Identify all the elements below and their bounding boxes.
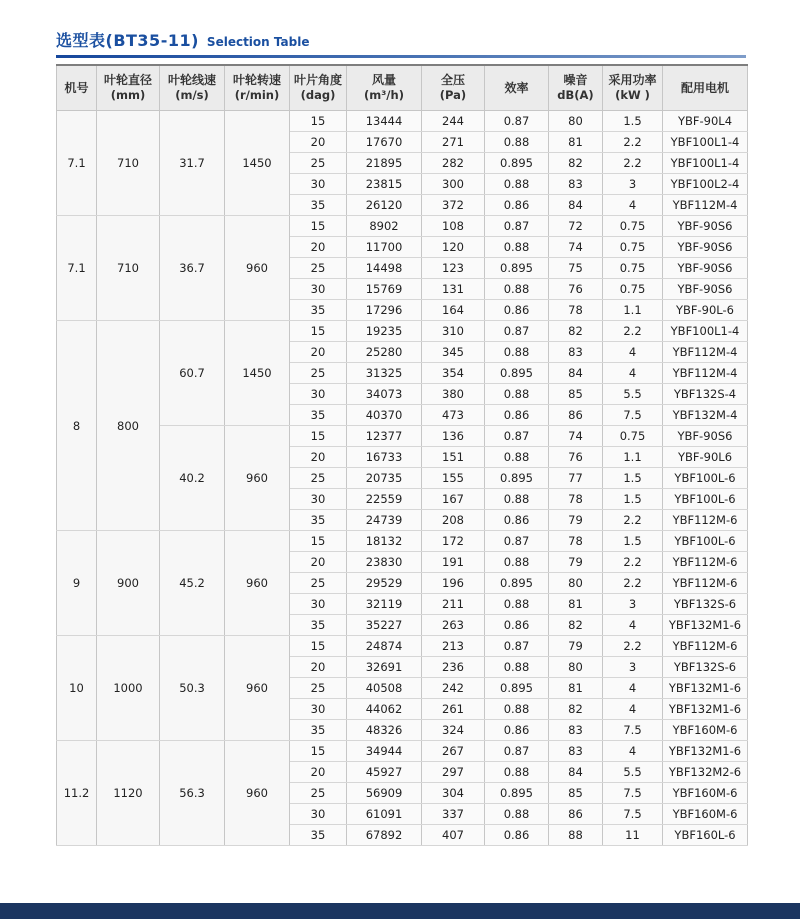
blade-angle-cell: 20: [290, 552, 347, 573]
impeller-diameter-cell: 800: [97, 321, 160, 531]
power-cell: 2.2: [603, 321, 663, 342]
blade-angle-cell: 15: [290, 531, 347, 552]
pressure-cell: 261: [422, 699, 485, 720]
page-title: 选型表(BT35-11): [56, 31, 199, 50]
noise-cell: 85: [549, 783, 603, 804]
motor-cell: YBF112M-6: [663, 636, 748, 657]
pressure-cell: 372: [422, 195, 485, 216]
blade-angle-cell: 35: [290, 720, 347, 741]
air-volume-cell: 67892: [347, 825, 422, 846]
air-volume-cell: 21895: [347, 153, 422, 174]
table-row: [57, 111, 748, 132]
efficiency-cell: 0.86: [485, 615, 549, 636]
blade-angle-cell: 30: [290, 804, 347, 825]
blade-angle-cell: 15: [290, 741, 347, 762]
motor-cell: YBF100L2-4: [663, 174, 748, 195]
air-volume-cell: 24874: [347, 636, 422, 657]
efficiency-cell: 0.88: [485, 804, 549, 825]
efficiency-cell: 0.88: [485, 384, 549, 405]
column-header: 叶片角度 (dag): [290, 65, 347, 111]
motor-cell: YBF-90L-6: [663, 300, 748, 321]
impeller-diameter-cell: 1120: [97, 741, 160, 846]
noise-cell: 84: [549, 762, 603, 783]
air-volume-cell: 40508: [347, 678, 422, 699]
motor-cell: YBF132M1-6: [663, 741, 748, 762]
pressure-cell: 108: [422, 216, 485, 237]
blade-angle-cell: 15: [290, 216, 347, 237]
blade-angle-cell: 20: [290, 132, 347, 153]
blade-angle-cell: 25: [290, 783, 347, 804]
efficiency-cell: 0.87: [485, 321, 549, 342]
power-cell: 0.75: [603, 258, 663, 279]
noise-cell: 78: [549, 531, 603, 552]
air-volume-cell: 44062: [347, 699, 422, 720]
efficiency-cell: 0.87: [485, 741, 549, 762]
motor-cell: YBF100L-6: [663, 468, 748, 489]
air-volume-cell: 13444: [347, 111, 422, 132]
air-volume-cell: 23830: [347, 552, 422, 573]
motor-cell: YBF132S-4: [663, 384, 748, 405]
noise-cell: 78: [549, 300, 603, 321]
blade-angle-cell: 15: [290, 636, 347, 657]
blade-angle-cell: 20: [290, 237, 347, 258]
table-row: [57, 216, 748, 237]
noise-cell: 72: [549, 216, 603, 237]
power-cell: 4: [603, 699, 663, 720]
pressure-cell: 236: [422, 657, 485, 678]
pressure-cell: 211: [422, 594, 485, 615]
efficiency-cell: 0.895: [485, 153, 549, 174]
noise-cell: 74: [549, 426, 603, 447]
pressure-cell: 271: [422, 132, 485, 153]
blade-angle-cell: 15: [290, 426, 347, 447]
noise-cell: 81: [549, 678, 603, 699]
power-cell: 11: [603, 825, 663, 846]
column-header: 效率: [485, 65, 549, 111]
column-header: 采用功率 (kW ): [603, 65, 663, 111]
noise-cell: 79: [549, 552, 603, 573]
selection-table-wrap: [56, 64, 748, 846]
blade-angle-cell: 30: [290, 279, 347, 300]
table-row: [57, 636, 748, 657]
noise-cell: 84: [549, 363, 603, 384]
noise-cell: 76: [549, 279, 603, 300]
efficiency-cell: 0.895: [485, 573, 549, 594]
efficiency-cell: 0.88: [485, 552, 549, 573]
column-header: 叶轮转速 (r/min): [225, 65, 290, 111]
motor-cell: YBF-90L4: [663, 111, 748, 132]
line-speed-cell: 60.7: [160, 321, 225, 426]
power-cell: 2.2: [603, 132, 663, 153]
noise-cell: 75: [549, 258, 603, 279]
blade-angle-cell: 30: [290, 384, 347, 405]
table-row: [57, 426, 748, 447]
air-volume-cell: 22559: [347, 489, 422, 510]
efficiency-cell: 0.895: [485, 363, 549, 384]
blade-angle-cell: 30: [290, 699, 347, 720]
noise-cell: 81: [549, 132, 603, 153]
air-volume-cell: 20735: [347, 468, 422, 489]
power-cell: 0.75: [603, 216, 663, 237]
air-volume-cell: 29529: [347, 573, 422, 594]
air-volume-cell: 40370: [347, 405, 422, 426]
air-volume-cell: 17296: [347, 300, 422, 321]
power-cell: 7.5: [603, 405, 663, 426]
pressure-cell: 354: [422, 363, 485, 384]
power-cell: 1.5: [603, 531, 663, 552]
pressure-cell: 267: [422, 741, 485, 762]
power-cell: 0.75: [603, 426, 663, 447]
noise-cell: 82: [549, 321, 603, 342]
line-speed-cell: 40.2: [160, 426, 225, 531]
column-header: 全压 (Pa): [422, 65, 485, 111]
air-volume-cell: 25280: [347, 342, 422, 363]
blade-angle-cell: 25: [290, 573, 347, 594]
air-volume-cell: 14498: [347, 258, 422, 279]
air-volume-cell: 19235: [347, 321, 422, 342]
pressure-cell: 123: [422, 258, 485, 279]
pressure-cell: 304: [422, 783, 485, 804]
table-header-row: [57, 65, 748, 111]
pressure-cell: 282: [422, 153, 485, 174]
power-cell: 4: [603, 741, 663, 762]
blade-angle-cell: 35: [290, 195, 347, 216]
blade-angle-cell: 35: [290, 300, 347, 321]
motor-cell: YBF112M-4: [663, 195, 748, 216]
power-cell: 4: [603, 363, 663, 384]
rotation-speed-cell: 960: [225, 636, 290, 741]
rotation-speed-cell: 960: [225, 741, 290, 846]
table-body: [57, 111, 748, 846]
power-cell: 1.5: [603, 111, 663, 132]
air-volume-cell: 61091: [347, 804, 422, 825]
efficiency-cell: 0.86: [485, 195, 549, 216]
noise-cell: 77: [549, 468, 603, 489]
column-header: 风量 (m³/h): [347, 65, 422, 111]
power-cell: 3: [603, 657, 663, 678]
motor-cell: YBF-90S6: [663, 279, 748, 300]
pressure-cell: 244: [422, 111, 485, 132]
motor-cell: YBF-90S6: [663, 426, 748, 447]
table-row: [57, 531, 748, 552]
noise-cell: 85: [549, 384, 603, 405]
motor-cell: YBF-90S6: [663, 258, 748, 279]
pressure-cell: 213: [422, 636, 485, 657]
blade-angle-cell: 30: [290, 489, 347, 510]
motor-cell: YBF160M-6: [663, 783, 748, 804]
pressure-cell: 120: [422, 237, 485, 258]
power-cell: 5.5: [603, 762, 663, 783]
power-cell: 1.5: [603, 489, 663, 510]
selection-table: [56, 64, 748, 846]
noise-cell: 88: [549, 825, 603, 846]
air-volume-cell: 15769: [347, 279, 422, 300]
pressure-cell: 155: [422, 468, 485, 489]
efficiency-cell: 0.895: [485, 678, 549, 699]
air-volume-cell: 24739: [347, 510, 422, 531]
pressure-cell: 324: [422, 720, 485, 741]
motor-cell: YBF100L-6: [663, 531, 748, 552]
air-volume-cell: 26120: [347, 195, 422, 216]
blade-angle-cell: 35: [290, 825, 347, 846]
noise-cell: 83: [549, 720, 603, 741]
air-volume-cell: 16733: [347, 447, 422, 468]
power-cell: 7.5: [603, 804, 663, 825]
efficiency-cell: 0.88: [485, 132, 549, 153]
pressure-cell: 380: [422, 384, 485, 405]
column-header: 配用电机: [663, 65, 748, 111]
power-cell: 0.75: [603, 237, 663, 258]
power-cell: 0.75: [603, 279, 663, 300]
power-cell: 7.5: [603, 783, 663, 804]
efficiency-cell: 0.87: [485, 426, 549, 447]
rotation-speed-cell: 960: [225, 426, 290, 531]
air-volume-cell: 12377: [347, 426, 422, 447]
power-cell: 2.2: [603, 510, 663, 531]
rotation-speed-cell: 960: [225, 531, 290, 636]
machine-no-cell: 10: [57, 636, 97, 741]
efficiency-cell: 0.88: [485, 342, 549, 363]
noise-cell: 86: [549, 405, 603, 426]
footer-bar: [0, 903, 800, 919]
pressure-cell: 242: [422, 678, 485, 699]
motor-cell: YBF132M-4: [663, 405, 748, 426]
noise-cell: 78: [549, 489, 603, 510]
power-cell: 5.5: [603, 384, 663, 405]
motor-cell: YBF160L-6: [663, 825, 748, 846]
noise-cell: 79: [549, 510, 603, 531]
rotation-speed-cell: 1450: [225, 321, 290, 426]
line-speed-cell: 56.3: [160, 741, 225, 846]
blade-angle-cell: 35: [290, 615, 347, 636]
noise-cell: 76: [549, 447, 603, 468]
power-cell: 1.1: [603, 300, 663, 321]
air-volume-cell: 11700: [347, 237, 422, 258]
efficiency-cell: 0.895: [485, 258, 549, 279]
air-volume-cell: 34944: [347, 741, 422, 762]
line-speed-cell: 31.7: [160, 111, 225, 216]
efficiency-cell: 0.88: [485, 174, 549, 195]
air-volume-cell: 32691: [347, 657, 422, 678]
air-volume-cell: 8902: [347, 216, 422, 237]
noise-cell: 82: [549, 153, 603, 174]
pressure-cell: 300: [422, 174, 485, 195]
efficiency-cell: 0.88: [485, 762, 549, 783]
efficiency-cell: 0.86: [485, 825, 549, 846]
motor-cell: YBF100L1-4: [663, 153, 748, 174]
title-divider: [56, 55, 746, 58]
pressure-cell: 196: [422, 573, 485, 594]
motor-cell: YBF100L1-4: [663, 132, 748, 153]
blade-angle-cell: 25: [290, 153, 347, 174]
noise-cell: 74: [549, 237, 603, 258]
pressure-cell: 172: [422, 531, 485, 552]
line-speed-cell: 36.7: [160, 216, 225, 321]
efficiency-cell: 0.86: [485, 405, 549, 426]
efficiency-cell: 0.88: [485, 657, 549, 678]
pressure-cell: 136: [422, 426, 485, 447]
pressure-cell: 191: [422, 552, 485, 573]
blade-angle-cell: 20: [290, 447, 347, 468]
pressure-cell: 407: [422, 825, 485, 846]
efficiency-cell: 0.88: [485, 699, 549, 720]
air-volume-cell: 18132: [347, 531, 422, 552]
blade-angle-cell: 20: [290, 342, 347, 363]
air-volume-cell: 17670: [347, 132, 422, 153]
column-header: 叶轮线速 (m/s): [160, 65, 225, 111]
efficiency-cell: 0.87: [485, 531, 549, 552]
power-cell: 2.2: [603, 552, 663, 573]
machine-no-cell: 7.1: [57, 111, 97, 216]
machine-no-cell: 9: [57, 531, 97, 636]
air-volume-cell: 45927: [347, 762, 422, 783]
power-cell: 1.5: [603, 468, 663, 489]
machine-no-cell: 11.2: [57, 741, 97, 846]
motor-cell: YBF160M-6: [663, 720, 748, 741]
motor-cell: YBF-90S6: [663, 216, 748, 237]
pressure-cell: 310: [422, 321, 485, 342]
air-volume-cell: 56909: [347, 783, 422, 804]
impeller-diameter-cell: 710: [97, 111, 160, 216]
noise-cell: 80: [549, 573, 603, 594]
noise-cell: 84: [549, 195, 603, 216]
power-cell: 2.2: [603, 636, 663, 657]
blade-angle-cell: 15: [290, 111, 347, 132]
power-cell: 4: [603, 615, 663, 636]
table-row: [57, 741, 748, 762]
motor-cell: YBF112M-4: [663, 363, 748, 384]
page-subtitle: Selection Table: [206, 35, 310, 49]
efficiency-cell: 0.86: [485, 510, 549, 531]
pressure-cell: 297: [422, 762, 485, 783]
power-cell: 4: [603, 678, 663, 699]
line-speed-cell: 45.2: [160, 531, 225, 636]
motor-cell: YBF-90L6: [663, 447, 748, 468]
blade-angle-cell: 35: [290, 405, 347, 426]
efficiency-cell: 0.895: [485, 468, 549, 489]
power-cell: 4: [603, 342, 663, 363]
efficiency-cell: 0.88: [485, 594, 549, 615]
noise-cell: 79: [549, 636, 603, 657]
air-volume-cell: 31325: [347, 363, 422, 384]
efficiency-cell: 0.88: [485, 279, 549, 300]
air-volume-cell: 34073: [347, 384, 422, 405]
motor-cell: YBF132M1-6: [663, 615, 748, 636]
efficiency-cell: 0.88: [485, 489, 549, 510]
motor-cell: YBF-90S6: [663, 237, 748, 258]
air-volume-cell: 23815: [347, 174, 422, 195]
power-cell: 3: [603, 174, 663, 195]
line-speed-cell: 50.3: [160, 636, 225, 741]
column-header: 噪音 dB(A): [549, 65, 603, 111]
motor-cell: YBF112M-6: [663, 510, 748, 531]
pressure-cell: 208: [422, 510, 485, 531]
blade-angle-cell: 35: [290, 510, 347, 531]
efficiency-cell: 0.895: [485, 783, 549, 804]
power-cell: 7.5: [603, 720, 663, 741]
power-cell: 1.1: [603, 447, 663, 468]
efficiency-cell: 0.88: [485, 237, 549, 258]
motor-cell: YBF132S-6: [663, 657, 748, 678]
page-header: [56, 28, 746, 58]
blade-angle-cell: 25: [290, 258, 347, 279]
power-cell: 4: [603, 195, 663, 216]
efficiency-cell: 0.87: [485, 636, 549, 657]
air-volume-cell: 48326: [347, 720, 422, 741]
column-header: 机号: [57, 65, 97, 111]
pressure-cell: 473: [422, 405, 485, 426]
blade-angle-cell: 15: [290, 321, 347, 342]
noise-cell: 83: [549, 174, 603, 195]
impeller-diameter-cell: 900: [97, 531, 160, 636]
rotation-speed-cell: 1450: [225, 111, 290, 216]
noise-cell: 86: [549, 804, 603, 825]
table-row: [57, 321, 748, 342]
power-cell: 2.2: [603, 573, 663, 594]
noise-cell: 83: [549, 741, 603, 762]
air-volume-cell: 32119: [347, 594, 422, 615]
efficiency-cell: 0.86: [485, 300, 549, 321]
motor-cell: YBF160M-6: [663, 804, 748, 825]
noise-cell: 81: [549, 594, 603, 615]
blade-angle-cell: 25: [290, 468, 347, 489]
efficiency-cell: 0.87: [485, 111, 549, 132]
impeller-diameter-cell: 710: [97, 216, 160, 321]
column-header: 叶轮直径 (mm): [97, 65, 160, 111]
blade-angle-cell: 20: [290, 657, 347, 678]
impeller-diameter-cell: 1000: [97, 636, 160, 741]
power-cell: 3: [603, 594, 663, 615]
rotation-speed-cell: 960: [225, 216, 290, 321]
blade-angle-cell: 30: [290, 594, 347, 615]
efficiency-cell: 0.88: [485, 447, 549, 468]
power-cell: 2.2: [603, 153, 663, 174]
motor-cell: YBF112M-6: [663, 573, 748, 594]
motor-cell: YBF112M-4: [663, 342, 748, 363]
efficiency-cell: 0.87: [485, 216, 549, 237]
motor-cell: YBF132M1-6: [663, 678, 748, 699]
noise-cell: 82: [549, 615, 603, 636]
pressure-cell: 167: [422, 489, 485, 510]
pressure-cell: 164: [422, 300, 485, 321]
motor-cell: YBF132S-6: [663, 594, 748, 615]
blade-angle-cell: 25: [290, 678, 347, 699]
pressure-cell: 263: [422, 615, 485, 636]
noise-cell: 82: [549, 699, 603, 720]
pressure-cell: 337: [422, 804, 485, 825]
motor-cell: YBF100L1-4: [663, 321, 748, 342]
blade-angle-cell: 20: [290, 762, 347, 783]
motor-cell: YBF100L-6: [663, 489, 748, 510]
pressure-cell: 131: [422, 279, 485, 300]
noise-cell: 83: [549, 342, 603, 363]
pressure-cell: 345: [422, 342, 485, 363]
blade-angle-cell: 30: [290, 174, 347, 195]
noise-cell: 80: [549, 657, 603, 678]
pressure-cell: 151: [422, 447, 485, 468]
machine-no-cell: 7.1: [57, 216, 97, 321]
efficiency-cell: 0.86: [485, 720, 549, 741]
blade-angle-cell: 25: [290, 363, 347, 384]
motor-cell: YBF132M1-6: [663, 699, 748, 720]
motor-cell: YBF112M-6: [663, 552, 748, 573]
motor-cell: YBF132M2-6: [663, 762, 748, 783]
air-volume-cell: 35227: [347, 615, 422, 636]
noise-cell: 80: [549, 111, 603, 132]
machine-no-cell: 8: [57, 321, 97, 531]
